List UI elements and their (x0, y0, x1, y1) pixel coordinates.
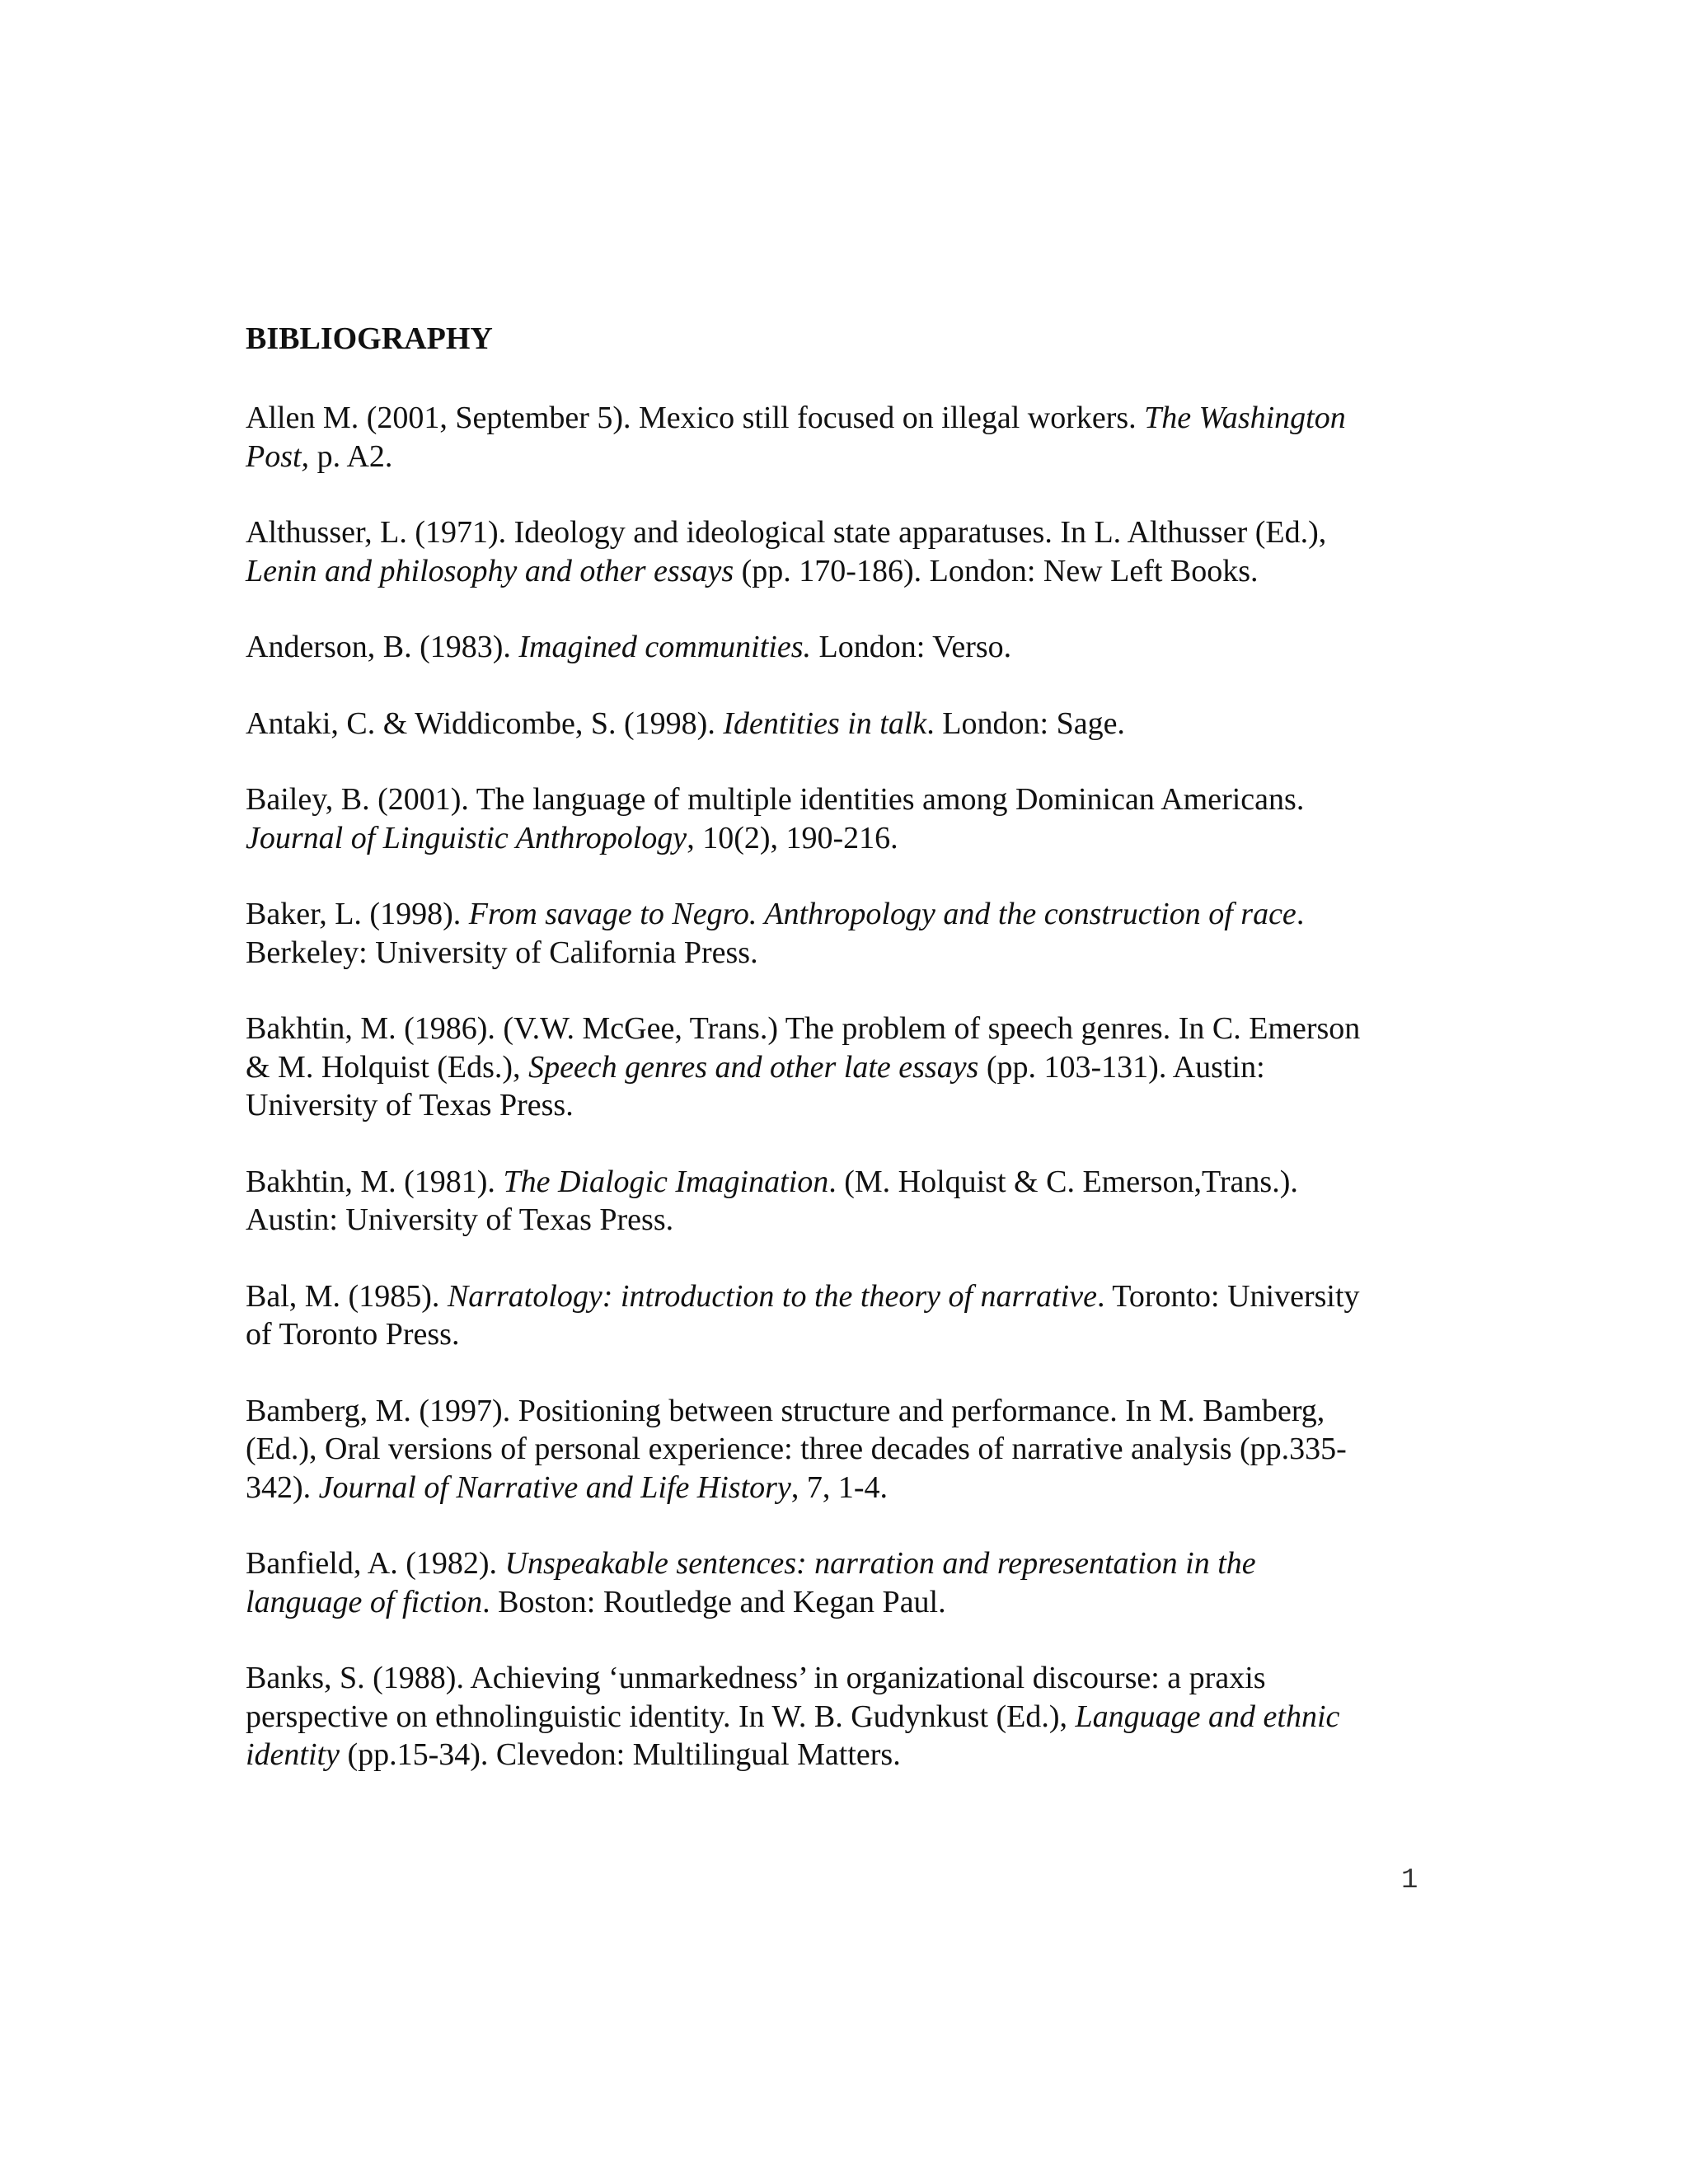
entry-line (246, 1469, 1449, 1507)
entry-line (246, 1736, 1449, 1774)
entry-line (246, 1583, 1449, 1622)
entry-title-text: identity (246, 1737, 340, 1772)
entry-line (246, 399, 1449, 438)
entry-title-text: The Washington (1144, 401, 1346, 435)
entry-title-text: language of fiction (246, 1584, 483, 1619)
entry-text: Bamberg, M. (1997). Positioning between structure and performance. In M. Bamberg, (246, 1393, 1325, 1428)
entry-text: Althusser, L. (1971). Ideology and ideological state apparatuses. In L. Althusser (Ed.), (246, 515, 1327, 550)
entry-text: London: Verso. (811, 630, 1012, 664)
entry-text: . (1296, 897, 1305, 931)
entry-text: (pp. 103-131). Austin: (978, 1049, 1265, 1085)
entry-line (246, 819, 1449, 858)
entry-text: University of Texas Press. (246, 1088, 574, 1122)
entry-line (246, 1201, 1449, 1240)
entry-title-text: Language and ethnic (1075, 1699, 1340, 1734)
entry-text: Antaki, C. & Widdicombe, S. (1998). (246, 705, 724, 741)
entry-line (246, 1392, 1449, 1431)
entry-line (246, 1698, 1449, 1736)
entry-title-text: Lenin and philosophy and other essays (246, 553, 734, 588)
entry-line (246, 1086, 1449, 1125)
entry-text: . Boston: Routledge and Kegan Paul. (482, 1584, 946, 1619)
entry-line (246, 895, 1449, 934)
bibliography-entry (246, 1163, 1449, 1240)
entry-title-text: Imagined communities. (518, 630, 812, 664)
entry-text: Banks, S. (1988). Achieving ‘unmarkedness’ in organizational discourse: a praxis (246, 1661, 1266, 1695)
entry-text: Baker, L. (1998). (246, 897, 469, 931)
entry-title-text: Identities in talk (723, 705, 927, 741)
entry-text: Austin: University of Texas Press. (246, 1202, 674, 1237)
entry-title-text: Unspeakable sentences: narration and representation in the (504, 1546, 1256, 1581)
entry-text: . London: Sage. (926, 705, 1125, 741)
entry-text: (pp. 170-186). London: New Left Books. (734, 553, 1259, 588)
bibliography-list (246, 399, 1449, 1812)
entry-text: Berkeley: University of California Press. (246, 935, 758, 970)
entry-line (246, 1659, 1449, 1698)
entry-line (246, 438, 1449, 476)
entry-text: Allen M. (2001, September 5). Mexico still focused on illegal workers. (246, 401, 1145, 435)
bibliography-entry (246, 1659, 1449, 1774)
page-heading: BIBLIOGRAPHY (246, 321, 493, 356)
entry-line (246, 1315, 1449, 1354)
entry-title-text: Narratology: introduction to the theory of narrative (447, 1278, 1097, 1314)
entry-text: , 10(2), 190-216. (687, 820, 898, 855)
entry-line (246, 934, 1449, 972)
entry-line (246, 1277, 1449, 1316)
entry-line (246, 1544, 1449, 1583)
entry-title-text: The Dialogic Imagination (503, 1164, 829, 1199)
entry-text: Bakhtin, M. (1986). (V.W. McGee, Trans.) The problem of speech genres. In C. Emerson (246, 1011, 1361, 1046)
entry-text: Bal, M. (1985). (246, 1278, 448, 1314)
entry-text: Banfield, A. (1982). (246, 1546, 505, 1581)
entry-title-text: Post, (246, 438, 310, 474)
entry-text: . (M. Holquist & C. Emerson,Trans.). (828, 1164, 1298, 1199)
entry-text: . Toronto: University (1096, 1278, 1360, 1314)
entry-title-text: From savage to Negro. Anthropology and the construction of race (468, 897, 1296, 931)
entry-text: & M. Holquist (Eds.), (246, 1049, 529, 1085)
entry-text: 342). (246, 1469, 319, 1505)
entry-line (246, 1048, 1449, 1087)
entry-line (246, 628, 1449, 667)
entry-text: , 7, 1-4. (790, 1469, 888, 1505)
bibliography-entry (246, 895, 1449, 972)
entry-line (246, 513, 1449, 552)
entry-line (246, 705, 1449, 743)
entry-line (246, 1430, 1449, 1469)
bibliography-entry (246, 1277, 1449, 1354)
entry-text: of Toronto Press. (246, 1317, 460, 1352)
bibliography-entry (246, 628, 1449, 667)
entry-text: Anderson, B. (1983). (246, 630, 519, 664)
bibliography-entry (246, 1010, 1449, 1125)
entry-line (246, 552, 1449, 591)
entry-text: (Ed.), Oral versions of personal experience: three decades of narrative analysis (pp.335- (246, 1432, 1347, 1466)
entry-text: Bailey, B. (2001). The language of multiple identities among Dominican Americans. (246, 782, 1305, 817)
bibliography-entry (246, 399, 1449, 476)
entry-text: (pp.15-34). Clevedon: Multilingual Matters. (339, 1737, 901, 1772)
entry-title-text: Journal of Narrative and Life History (318, 1469, 791, 1505)
bibliography-entry (246, 1392, 1449, 1507)
bibliography-entry (246, 780, 1449, 857)
bibliography-entry (246, 1544, 1449, 1621)
entry-title-text: Journal of Linguistic Anthropology (246, 820, 687, 855)
entry-line (246, 1163, 1449, 1202)
entry-line (246, 1010, 1449, 1048)
page-number: 1 (1401, 1865, 1418, 1896)
bibliography-entry (246, 705, 1449, 743)
entry-text: perspective on ethnolinguistic identity. In W. B. Gudynkust (Ed.), (246, 1699, 1076, 1734)
entry-text: p. A2. (309, 438, 393, 474)
entry-text: Bakhtin, M. (1981). (246, 1164, 504, 1199)
bibliography-entry (246, 513, 1449, 590)
entry-title-text: Speech genres and other late essays (528, 1049, 979, 1085)
entry-line (246, 780, 1449, 819)
